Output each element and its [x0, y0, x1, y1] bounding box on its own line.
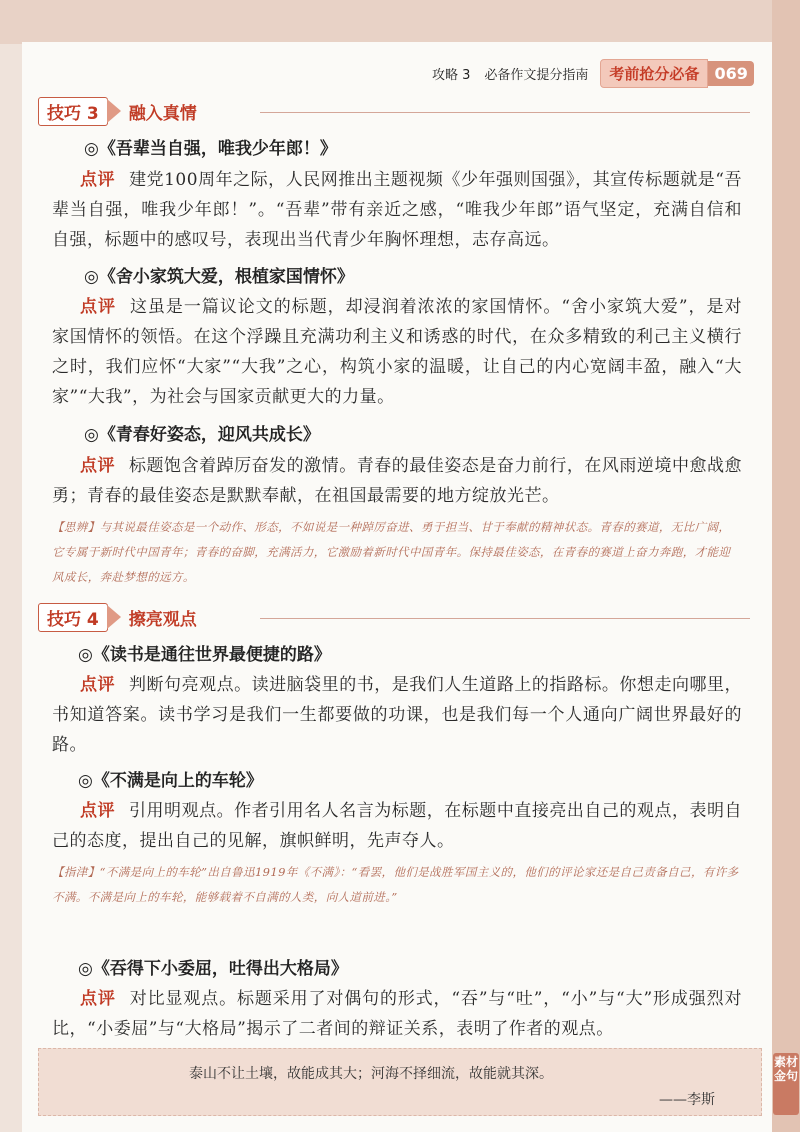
section-3-heading — [38, 98, 197, 124]
comment-paragraph — [52, 451, 742, 511]
arrow-icon — [107, 99, 121, 123]
comment-label: 点评 — [80, 989, 116, 1009]
example-title: ◎《吞得下小委屈，吐得出大格局》 — [78, 959, 348, 979]
comment-paragraph — [52, 670, 742, 760]
chapter-label: 攻略 3 — [432, 67, 471, 83]
section-3-tag: 技巧 3 — [38, 97, 108, 126]
comment-label: 点评 — [80, 170, 116, 190]
comment-text: 判断句亮观点。读进脑袋里的书，是我们人生道路上的指路标。你想走向哪里，书知道答案。读书学习是我们一生都要做的功课，也是我们每一个人通向广阔世界最好的路。 — [52, 675, 743, 755]
guide-title: 必备作文提分指南 — [484, 67, 589, 83]
comment-label: 点评 — [80, 456, 116, 476]
comment-text: 引用明观点。作者引用名人名言为标题，在标题中直接亮出自己的观点，表明自己的态度，提出自己的见解，旗帜鲜明，先声夺人。 — [52, 801, 743, 851]
comment-paragraph — [52, 165, 742, 255]
quote-tab: 素材金句 — [773, 1053, 799, 1115]
running-header — [432, 58, 754, 88]
comment-paragraph — [52, 796, 742, 856]
example-title: ◎《吾辈当自强，唯我少年郎！》 — [84, 139, 337, 159]
comment-label: 点评 — [80, 801, 116, 821]
section-divider — [260, 618, 750, 619]
example-title: ◎《不满是向上的车轮》 — [78, 771, 263, 791]
section-3-title: 融入真情 — [128, 103, 197, 124]
section-4-heading — [38, 604, 197, 630]
series-badge: 考前抢分必备 — [600, 59, 708, 88]
comment-text: 这虽是一篇议论文的标题，却浸润着浓浓的家国情怀。“舍小家筑大爱”，是对家国情怀的领悟。在这个浮躁且充满功利主义和诱惑的时代，在众多精致的利己主义横行之时，我们应怀“大家”“大我”之心，构筑小家的温暖，让自己的内心宽阔丰盈，融入“大家”“大我”，为社会与国家贡献更大的力量。 — [52, 297, 742, 407]
comment-paragraph — [52, 292, 742, 412]
comment-paragraph — [52, 984, 742, 1044]
example-title: ◎《舍小家筑大爱，根植家国情怀》 — [84, 267, 354, 287]
comment-text: 建党100周年之际，人民网推出主题视频《少年强则国强》，其宣传标题就是“吾辈当自强，唯我少年郎！”。“吾辈”带有亲近之感，“唯我少年郎”语气坚定，充满自信和自强，标题中的感叹号，表现出当代青少年胸怀理想，志存高远。 — [52, 170, 743, 250]
quote-text: 泰山不让土壤，故能成其大；河海不择细流，故能就其深。 — [189, 1066, 553, 1082]
section-divider — [260, 112, 750, 113]
page-edge-strip — [772, 0, 800, 1132]
page-number: 069 — [708, 61, 753, 86]
quote-box — [38, 1048, 798, 1116]
comment-label: 点评 — [80, 675, 116, 695]
arrow-icon — [107, 605, 121, 629]
section-4-tag: 技巧 4 — [38, 603, 108, 632]
example-title: ◎《读书是通往世界最便捷的路》 — [78, 645, 331, 665]
section-4-title: 擦亮观点 — [128, 609, 197, 630]
comment-text: 标题饱含着踔厉奋发的激情。青春的最佳姿态是奋力前行，在风雨逆境中愈战愈勇；青春的最佳姿态是默默奉献，在祖国最需要的地方绽放光芒。 — [52, 456, 743, 506]
quote-author: ——李斯 — [659, 1092, 715, 1108]
top-band — [0, 0, 800, 44]
handwritten-note: 【思辨】与其说最佳姿态是一个动作、形态，不如说是一种踔厉奋进、勇于担当、甘于奉献的精神状态。青春的赛道，无比广阔，它专属于新时代中国青年；青春的奋脚，充满活力，它激励着新时代中国青年。保持最佳姿态，在青春的赛道上奋力奔跑，才能迎风成长，奔赴梦想的远方。 — [52, 520, 731, 584]
handwritten-note: 【指津】“不满是向上的车轮”出自鲁迅1919年《不满》：“看罢，他们是战胜军国主义的，他们的评论家还是自己责备自己，有许多不满。不满是向上的车轮，能够载着不自满的人类，向人道前进。” — [52, 865, 739, 904]
comment-text: 对比显观点。标题采用了对偶句的形式，“吞”与“吐”，“小”与“大”形成强烈对比，“小委屈”与“大格局”揭示了二者间的辩证关系，表明了作者的观点。 — [52, 989, 743, 1039]
example-title: ◎《青春好姿态，迎风共成长》 — [84, 425, 320, 445]
comment-label: 点评 — [80, 297, 116, 317]
